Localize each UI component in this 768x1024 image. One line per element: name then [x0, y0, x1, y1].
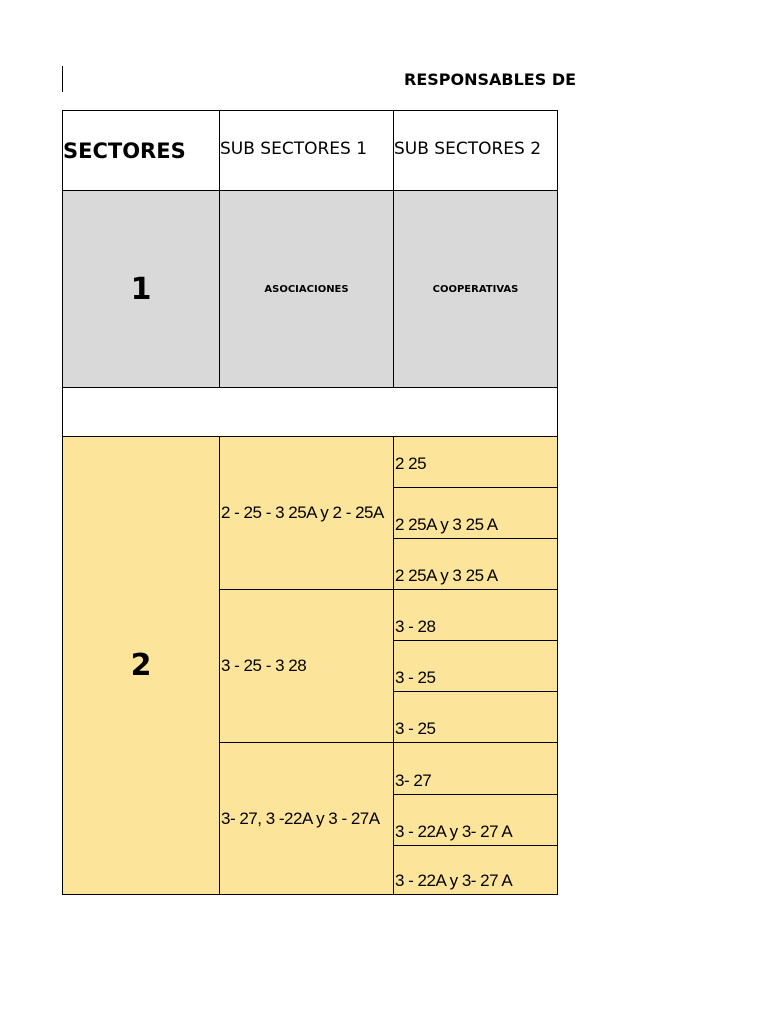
sector-2-group-2-item-2[interactable] [393, 640, 558, 692]
sector-2-group-1-cell[interactable] [219, 436, 394, 590]
sector-2-group-1-item-3-text: 2 25A y 3 25 A [395, 566, 498, 585]
empty-row[interactable] [62, 387, 558, 437]
sector-2-group-2-item-3-text: 3 - 25 [395, 719, 436, 738]
sector-2-group-3-item-3-text: 3 - 22A y 3- 27 A [395, 871, 513, 890]
sector-2-group-2-item-1[interactable] [393, 589, 558, 641]
document-title-text: RESPONSABLES DE [404, 70, 577, 89]
sector-2-group-2-item-2-text: 3 - 25 [395, 668, 436, 687]
sector-2-group-2-item-3[interactable] [393, 691, 558, 743]
header-sectores-text: SECTORES [63, 138, 186, 163]
document-title [404, 68, 577, 94]
sector-1-sub-sector-1-cell[interactable] [219, 190, 394, 388]
sector-2-cell[interactable] [62, 436, 220, 895]
sector-1-sub-sector-1-text: ASOCIACIONES [264, 283, 349, 295]
sector-2-group-3-item-2[interactable] [393, 794, 558, 846]
sector-1-cell[interactable] [62, 190, 220, 388]
sector-2-group-3-label: 3- 27, 3 -22A y 3 - 27A [221, 808, 380, 828]
header-sub-sectores-1[interactable] [219, 110, 394, 191]
sector-2-group-1-item-2[interactable] [393, 487, 558, 539]
sector-2-group-3-item-2-text: 3 - 22A y 3- 27 A [395, 822, 513, 841]
sector-1-sub-sector-2-cell[interactable] [393, 190, 558, 388]
sector-2-number: 2 [130, 648, 152, 683]
header-sub-sectores-2[interactable] [393, 110, 558, 191]
sector-2-group-3-item-3[interactable] [393, 845, 558, 895]
header-sub-sectores-2-text: SUB SECTORES 2 [394, 139, 542, 159]
sector-2-group-2-cell[interactable] [219, 589, 394, 743]
sector-1-number: 1 [130, 271, 152, 307]
sector-2-group-2-label: 3 - 25 - 3 28 [221, 656, 307, 675]
header-sub-sectores-1-text: SUB SECTORES 1 [220, 139, 368, 159]
sector-1-sub-sector-2-text: COOPERATIVAS [432, 283, 519, 295]
sector-2-group-2-item-1-text: 3 - 28 [395, 617, 436, 636]
sector-2-group-3-cell[interactable] [219, 742, 394, 895]
sector-2-group-1-label: 2 - 25 - 3 25A y 2 - 25A [221, 503, 384, 522]
sector-2-group-1-item-3[interactable] [393, 538, 558, 590]
text-cursor [62, 66, 63, 92]
sector-2-group-1-item-2-text: 2 25A y 3 25 A [395, 515, 498, 534]
sector-2-group-1-item-1[interactable] [393, 436, 558, 488]
sector-2-group-1-item-1-text: 2 25 [395, 454, 427, 473]
sector-2-group-3-item-1-text: 3- 27 [395, 771, 432, 790]
sector-2-group-3-item-1[interactable] [393, 742, 558, 795]
header-sectores[interactable] [62, 110, 220, 191]
